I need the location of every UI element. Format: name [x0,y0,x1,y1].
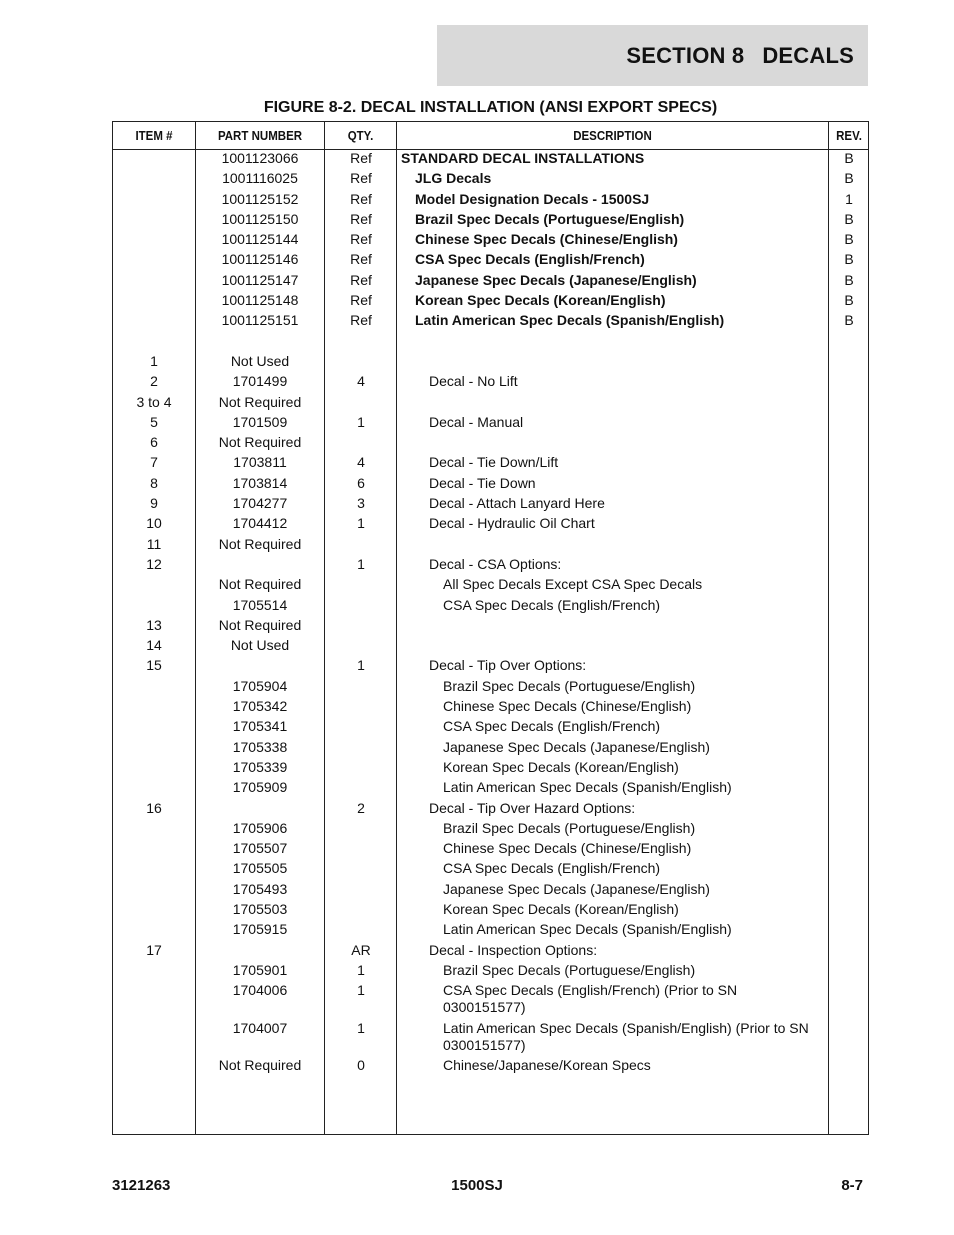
table-row [113,637,868,657]
part-number-cell: Not Used [230,637,290,654]
table-body [113,150,868,1077]
description-cell: Brazil Spec Decals (Portuguese/English) [443,961,696,978]
section-banner [437,25,868,86]
table-row [113,353,868,373]
part-number-cell: 1001125151 [221,312,299,329]
description-cell: Japanese Spec Decals (Japanese/English) [443,880,710,897]
rev-cell: B [844,210,854,227]
description-cell: Korean Spec Decals (Korean/English) [443,758,679,775]
qty-cell: Ref [350,190,372,207]
part-number-cell: 1705514 [232,596,288,613]
table-row [113,739,868,759]
item-number-cell: 2 [150,373,158,390]
description-cell: Decal - Tip Over Options: [429,657,587,674]
qty-cell: 0 [357,1057,365,1074]
description-cell: CSA Spec Decals (English/French) [415,251,645,268]
item-number-cell: 10 [146,515,162,532]
description-cell: Chinese Spec Decals (Chinese/English) [443,840,692,857]
qty-cell: 1 [357,413,365,430]
table-row [113,191,868,211]
table-row [113,942,868,962]
item-number-cell: 11 [146,535,162,552]
rev-cell: 1 [845,190,853,207]
part-number-cell: 1001123066 [221,150,299,166]
table-row [113,150,868,170]
part-number-cell: 1704412 [232,515,288,532]
item-number-cell: 8 [150,474,158,491]
table-row [113,617,868,637]
item-number-cell: 6 [150,434,158,451]
table-row [113,495,868,515]
rev-cell: B [844,150,854,166]
footer-model: 1500SJ [451,1177,503,1194]
table-row [113,515,868,535]
table-row [113,434,868,454]
table-row [113,414,868,434]
part-number-cell: Not Required [218,393,302,410]
description-cell: Korean Spec Decals (Korean/English) [415,292,666,309]
table-row [113,211,868,231]
rev-cell: B [844,170,854,187]
figure-title: FIGURE 8-2. DECAL INSTALLATION (ANSI EXPORT SPECS) [263,99,718,116]
qty-cell: Ref [350,292,372,309]
qty-cell: 2 [357,799,365,816]
table-row [113,272,868,292]
table-row [113,170,868,190]
qty-cell: 1 [357,982,365,999]
qty-cell: 1 [357,1019,365,1036]
qty-cell: 4 [357,373,365,390]
table-row [113,860,868,880]
part-number-cell: 1701509 [232,413,288,430]
table-row [113,231,868,251]
column-header-description: DESCRIPTION [573,128,652,143]
qty-cell: Ref [350,150,372,166]
description-cell: JLG Decals [415,170,492,187]
item-number-cell: 14 [146,637,162,654]
part-number-cell: Not Required [218,434,302,451]
table-row [113,779,868,799]
item-number-cell: 13 [146,616,162,633]
description-cell: CSA Spec Decals (English/French) [443,860,661,877]
item-number-cell: 1 [150,352,158,369]
description-cell: Decal - Attach Lanyard Here [429,495,605,512]
item-number-cell: 5 [150,413,158,430]
rev-cell: B [844,231,854,248]
part-number-cell: 1705505 [232,860,288,877]
description-cell: STANDARD DECAL INSTALLATIONS [401,150,645,166]
part-number-cell: 1001125144 [221,231,299,248]
part-number-cell: 1001116025 [222,170,298,187]
description-cell: Decal - Manual [429,413,524,430]
spacer-row [113,333,868,353]
item-number-cell: 9 [150,495,158,512]
item-number-cell: 7 [150,454,158,471]
table-row [113,962,868,982]
table-row [113,394,868,414]
part-number-cell: 1705342 [232,698,288,715]
part-number-cell: Not Required [218,535,302,552]
description-cell: Japanese Spec Decals (Japanese/English) [443,738,710,755]
qty-cell: 1 [357,961,365,978]
part-number-cell: 1705493 [232,880,288,897]
qty-cell: 3 [357,495,365,512]
part-number-cell: 1705901 [232,961,288,978]
table-row [113,536,868,556]
qty-cell: Ref [350,231,372,248]
description-cell: Decal - CSA Options: [429,555,562,572]
item-number-cell: 15 [146,657,162,674]
rev-cell: B [844,292,854,309]
column-header-part-number: PART NUMBER [217,128,303,143]
table-row [113,840,868,860]
qty-cell: Ref [350,251,372,268]
footer-page-number: 8-7 [841,1177,863,1194]
description-cell: Brazil Spec Decals (Portuguese/English) [443,819,696,836]
description-cell: Chinese Spec Decals (Chinese/English) [443,698,692,715]
part-number-cell: Not Required [218,616,302,633]
table-row [113,759,868,779]
rev-cell: B [844,312,854,329]
description-cell: Decal - No Lift [429,373,518,390]
table-row [113,921,868,941]
qty-cell: AR [351,941,371,958]
part-number-cell: 1705904 [232,677,288,694]
item-number-cell: 3 to 4 [136,393,172,410]
description-cell: Decal - Hydraulic Oil Chart [429,515,595,532]
part-number-cell: 1705909 [232,779,288,796]
description-cell: Latin American Spec Decals (Spanish/English) (Prior to SN 0300151577) [443,1019,809,1053]
description-cell: Korean Spec Decals (Korean/English) [443,900,679,917]
part-number-cell: 1705339 [232,758,288,775]
part-number-cell: 1704277 [232,495,288,512]
table-row [113,576,868,596]
part-number-cell: 1701499 [232,373,288,390]
description-cell: Latin American Spec Decals (Spanish/English) [443,921,732,938]
qty-cell: Ref [350,271,372,288]
table-row [113,556,868,576]
item-number-cell: 17 [146,941,162,958]
table-row [113,292,868,312]
description-cell: Latin American Spec Decals (Spanish/English) [415,312,725,329]
table-row [113,901,868,921]
description-cell: Decal - Tip Over Hazard Options: [429,799,636,816]
part-number-cell: 1703811 [233,454,287,471]
qty-cell: 1 [357,555,365,572]
part-number-cell: 1704007 [232,1019,288,1036]
table-row [113,718,868,738]
table-row [113,800,868,820]
table-row [113,1057,868,1077]
table-row [113,312,868,332]
description-cell: Decal - Inspection Options: [429,941,598,958]
table-row [113,657,868,677]
table-row [113,373,868,393]
part-number-cell: 1705338 [232,738,288,755]
qty-cell: Ref [350,312,372,329]
item-number-cell: 12 [146,555,162,572]
rev-cell: B [844,271,854,288]
part-number-cell: 1001125152 [221,190,299,207]
description-cell: All Spec Decals Except CSA Spec Decals [443,576,703,593]
part-number-cell: 1705503 [232,900,288,917]
table-row [113,820,868,840]
qty-cell: Ref [350,170,372,187]
qty-cell: 1 [357,515,365,532]
column-header-rev: REV. [836,128,862,143]
footer-document-number: 3121263 [112,1177,171,1194]
description-cell: Latin American Spec Decals (Spanish/English) [443,779,732,796]
description-cell: Decal - Tie Down/Lift [429,454,559,471]
column-header-item: ITEM # [135,128,173,143]
part-number-cell: 1705915 [232,921,288,938]
description-cell: CSA Spec Decals (English/French) [443,596,661,613]
description-cell: Brazil Spec Decals (Portuguese/English) [443,677,696,694]
qty-cell: 1 [357,657,365,674]
part-number-cell: Not Required [218,1057,302,1074]
table-row [113,475,868,495]
part-number-cell: Not Required [218,576,302,593]
part-number-cell: 1705341 [232,718,288,735]
part-number-cell: 1705507 [232,840,288,857]
description-cell: Chinese Spec Decals (Chinese/English) [415,231,678,248]
description-cell: Chinese/Japanese/Korean Specs [443,1057,651,1074]
part-number-cell: 1705906 [232,819,288,836]
part-number-cell: 1001125146 [221,251,299,268]
table-row [113,1020,868,1058]
description-cell: CSA Spec Decals (English/French) (Prior to SN 0300151577) [443,982,738,1016]
qty-cell: 6 [357,474,365,491]
column-header-qty: QTY. [347,128,374,143]
section-title: DECALS [762,42,854,68]
part-number-cell: 1001125150 [221,210,299,227]
qty-cell: 4 [357,454,365,471]
table-row [113,881,868,901]
part-number-cell: Not Used [230,352,290,369]
rev-cell: B [844,251,854,268]
part-number-cell: 1001125148 [221,292,299,309]
description-cell: Japanese Spec Decals (Japanese/English) [415,271,697,288]
part-number-cell: 1001125147 [221,271,299,288]
table-row [113,982,868,1020]
description-cell: Model Designation Decals - 1500SJ [415,190,650,207]
table-row [113,454,868,474]
description-cell: CSA Spec Decals (English/French) [443,718,661,735]
item-number-cell: 16 [146,799,162,816]
description-cell: Brazil Spec Decals (Portuguese/English) [415,210,685,227]
table-row [113,597,868,617]
table-row [113,251,868,271]
table-row [113,698,868,718]
qty-cell: Ref [350,210,372,227]
description-cell: Decal - Tie Down [429,474,536,491]
table-row [113,678,868,698]
part-number-cell: 1703814 [232,474,288,491]
section-number: SECTION 8 [626,42,745,68]
part-number-cell: 1704006 [232,982,288,999]
decal-table [112,121,869,1135]
